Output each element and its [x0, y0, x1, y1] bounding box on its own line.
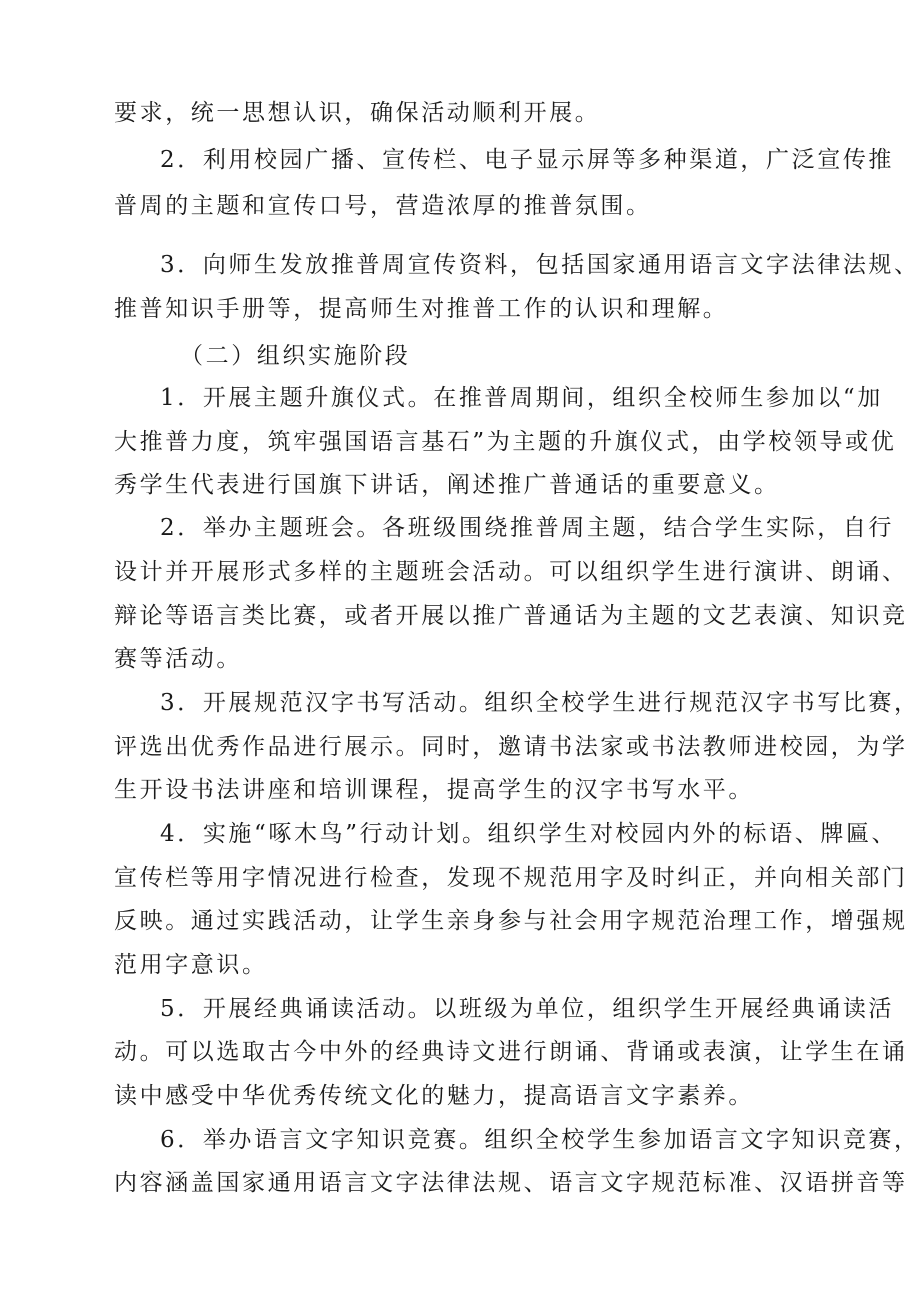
- text-line: 3．向师生发放推普周宣传资料，包括国家通用语言文字法律法规、: [160, 252, 920, 278]
- text-line: 秀学生代表进行国旗下讲话，阐述推广普通话的重要意义。: [114, 472, 780, 498]
- text-line: 大推普力度，筑牢强国语言基石”为主题的升旗仪式，由学校领导或优: [114, 429, 897, 455]
- text-line: 评选出优秀作品进行展示。同时，邀请书法家或书法教师进校园，为学: [114, 734, 908, 760]
- text-line: 辩论等语言类比赛，或者开展以推广普通话为主题的文艺表演、知识竞: [114, 603, 908, 629]
- text-line: 5．开展经典诵读活动。以班级为单位，组织学生开展经典诵读活: [160, 996, 895, 1022]
- text-line: 普周的主题和宣传口号，营造浓厚的推普氛围。: [114, 193, 652, 219]
- section-heading: （二）组织实施阶段: [180, 343, 411, 369]
- text-line: 1．开展主题升旗仪式。在推普周期间，组织全校师生参加以“加: [160, 385, 883, 411]
- text-line: 范用字意识。: [114, 952, 268, 978]
- text-line: 2．举办主题班会。各班级围绕推普周主题，结合学生实际，自行: [160, 515, 895, 541]
- text-line: 宣传栏等用字情况进行检查，发现不规范用字及时纠正，并向相关部门: [114, 865, 908, 891]
- text-line: 4．实施“啄木鸟”行动计划。组织学生对校园内外的标语、牌匾、: [160, 821, 898, 847]
- text-line: 内容涵盖国家通用语言文字法律法规、语言文字规范标准、汉语拼音等: [114, 1170, 908, 1196]
- text-line: 6．举办语言文字知识竞赛。组织全校学生参加语言文字知识竞赛，: [160, 1127, 920, 1153]
- text-line: 赛等活动。: [114, 646, 242, 672]
- text-line: 生开设书法讲座和培训课程，提高学生的汉字书写水平。: [114, 777, 754, 803]
- text-line: 3．开展规范汉字书写活动。组织全校学生进行规范汉字书写比赛，: [160, 690, 920, 716]
- text-line: 设计并开展形式多样的主题班会活动。可以组织学生进行演讲、朗诵、: [114, 559, 908, 585]
- text-line: 读中感受中华优秀传统文化的魅力，提高语言文字素养。: [114, 1083, 754, 1109]
- text-line: 要求，统一思想认识，确保活动顺利开展。: [114, 100, 601, 126]
- text-line: 动。可以选取古今中外的经典诗文进行朗诵、背诵或表演，让学生在诵: [114, 1039, 908, 1065]
- text-line: 2．利用校园广播、宣传栏、电子显示屏等多种渠道，广泛宣传推: [160, 147, 895, 173]
- text-line: 推普知识手册等，提高师生对推普工作的认识和理解。: [114, 296, 729, 322]
- text-line: 反映。通过实践活动，让学生亲身参与社会用字规范治理工作，增强规: [114, 908, 908, 934]
